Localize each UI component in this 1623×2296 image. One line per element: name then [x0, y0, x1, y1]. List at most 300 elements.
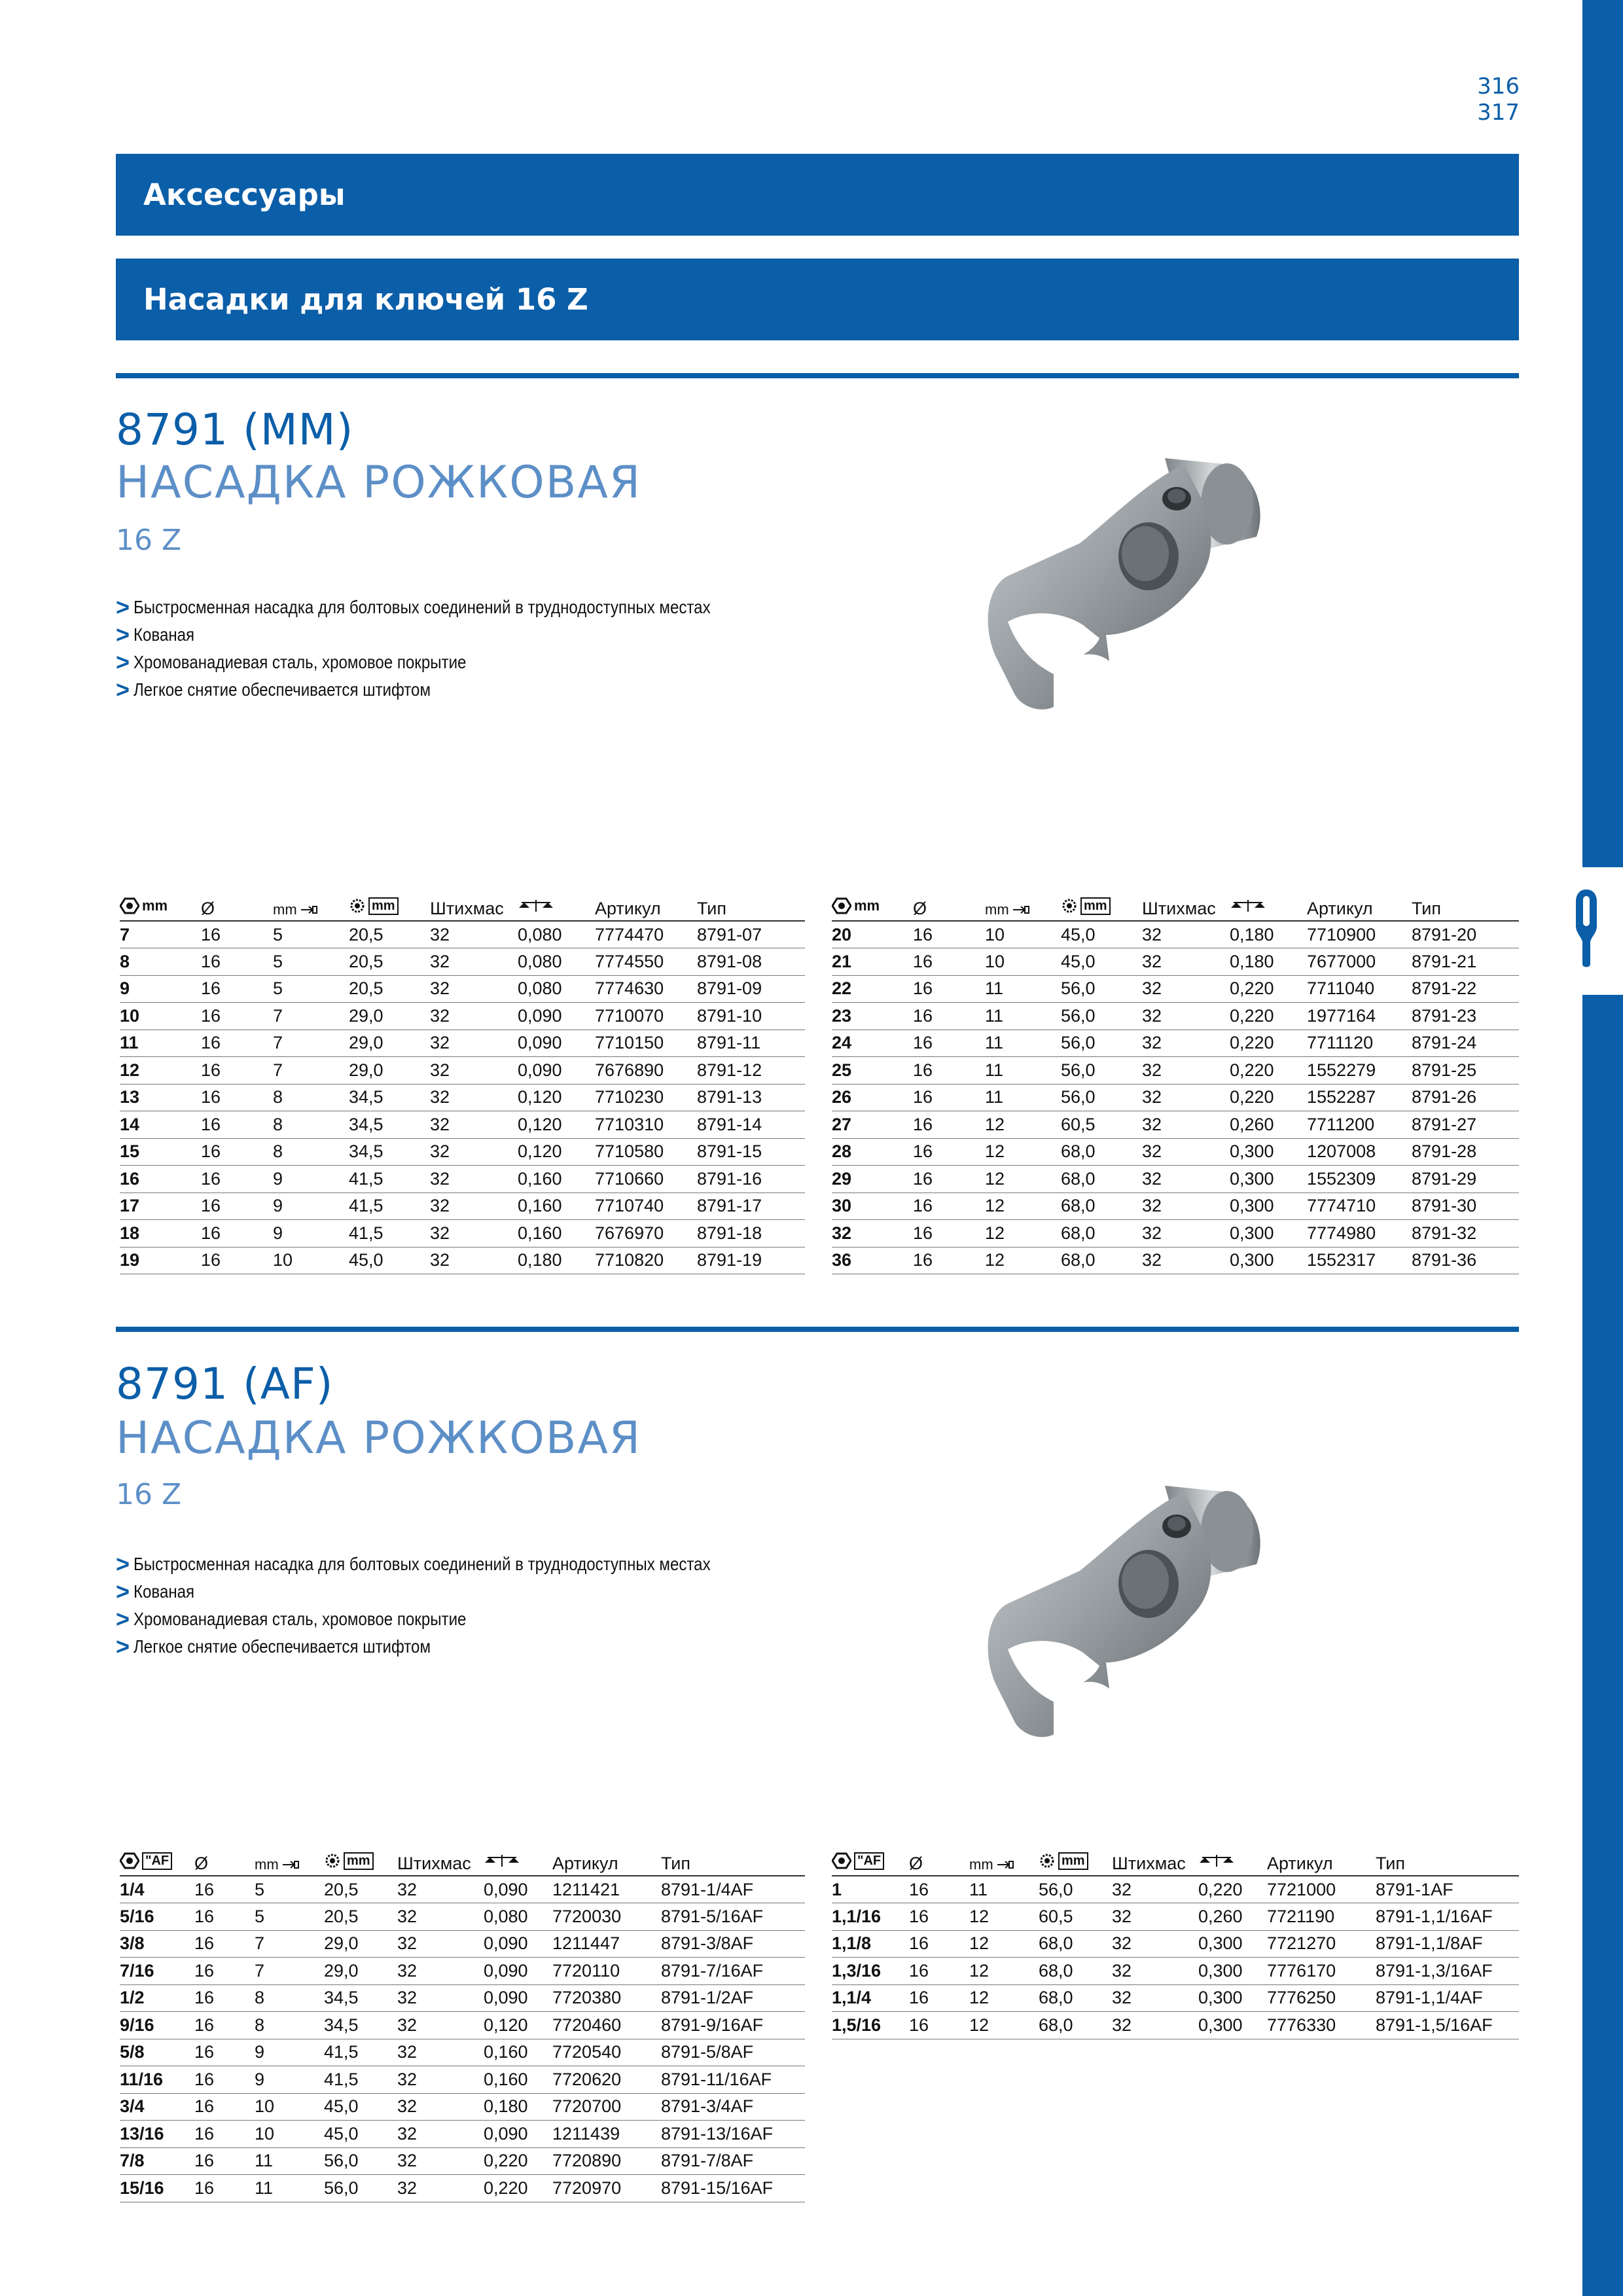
length-column-header: mm	[1061, 893, 1142, 921]
weight-column-header	[518, 893, 595, 921]
thickness-cell: 10	[255, 2121, 324, 2148]
table-row	[120, 2093, 805, 2121]
size-cell: 22	[832, 975, 913, 1003]
type-cell: 8791-22	[1412, 975, 1519, 1003]
thickness-cell: 12	[985, 1166, 1061, 1193]
shank-cell: 32	[1142, 1166, 1230, 1193]
length-cell: 68,0	[1061, 1193, 1142, 1220]
article-cell: 7720540	[552, 2039, 661, 2066]
size-cell: 21	[832, 948, 913, 976]
diameter-cell: 16	[913, 1003, 985, 1030]
scale-weight-icon	[484, 1854, 520, 1869]
thickness-cell: 8	[255, 1984, 324, 2012]
table-row	[120, 1030, 805, 1057]
size-cell: 14	[120, 1111, 201, 1139]
weight-column-header	[484, 1848, 552, 1876]
weight-cell: 0,220	[1230, 1003, 1307, 1030]
thickness-cell: 12	[985, 1138, 1061, 1166]
spec-table-mm-left	[120, 893, 805, 1274]
section-divider	[116, 1327, 1519, 1332]
table-row	[120, 1876, 805, 1903]
shank-cell: 32	[397, 2012, 484, 2039]
diameter-cell: 16	[913, 1111, 985, 1139]
weight-cell: 0,160	[518, 1193, 595, 1220]
size-cell: 1/2	[120, 1984, 194, 2012]
length-cell: 56,0	[1061, 975, 1142, 1003]
size-cell: 17	[120, 1193, 201, 1220]
size-cell: 12	[120, 1057, 201, 1085]
length-cell: 68,0	[1061, 1247, 1142, 1274]
size-cell: 36	[832, 1247, 913, 1274]
weight-column-header	[1198, 1848, 1267, 1876]
weight-cell: 0,180	[484, 2093, 552, 2121]
shank-cell: 32	[1142, 1193, 1230, 1220]
section-tab	[1564, 867, 1623, 995]
type-cell: 8791-7/8AF	[661, 2147, 805, 2175]
shank-column-header: Штихмас	[1112, 1848, 1198, 1876]
weight-cell: 0,180	[518, 1247, 595, 1274]
type-column-header: Тип	[1412, 893, 1519, 921]
length-cell: 45,0	[1061, 948, 1142, 976]
size-cell: 19	[120, 1247, 201, 1274]
type-cell: 8791-30	[1412, 1193, 1519, 1220]
type-cell: 8791-3/4AF	[661, 2093, 805, 2121]
diameter-column-header: Ø	[201, 893, 273, 921]
weight-cell: 0,080	[518, 921, 595, 948]
weight-cell: 0,090	[484, 2121, 552, 2148]
thickness-cell: 9	[255, 2066, 324, 2094]
section-divider	[116, 373, 1519, 378]
size-cell: 1,3/16	[832, 1958, 909, 1985]
weight-cell: 0,090	[484, 1930, 552, 1958]
shank-cell: 32	[430, 1003, 518, 1030]
shank-cell: 32	[1142, 1084, 1230, 1111]
diameter-column-header: Ø	[913, 893, 985, 921]
size-cell: 1,1/8	[832, 1930, 909, 1958]
length-cell: 68,0	[1061, 1166, 1142, 1193]
type-column-header: Тип	[661, 1848, 805, 1876]
weight-cell: 0,220	[484, 2175, 552, 2202]
diameter-cell: 16	[913, 1220, 985, 1247]
diameter-cell: 16	[201, 1111, 273, 1139]
diameter-cell: 16	[194, 2093, 255, 2121]
diameter-cell: 16	[194, 1876, 255, 1903]
type-cell: 8791-1,1/4AF	[1376, 1984, 1519, 2012]
table-row	[832, 948, 1519, 976]
size-cell: 9	[120, 975, 201, 1003]
type-cell: 8791-7/16AF	[661, 1958, 805, 1985]
article-cell: 7776330	[1267, 2012, 1376, 2039]
table-row	[120, 2039, 805, 2066]
thickness-cell: 11	[985, 1030, 1061, 1057]
hex-wrench-size-icon	[832, 897, 851, 914]
weight-cell: 0,080	[484, 1903, 552, 1931]
diameter-cell: 16	[201, 1057, 273, 1085]
length-cell: 34,5	[349, 1138, 430, 1166]
table-row	[832, 1220, 1519, 1247]
weight-cell: 0,160	[484, 2039, 552, 2066]
article-cell: 7710740	[595, 1193, 697, 1220]
type-cell: 8791-32	[1412, 1220, 1519, 1247]
hex-wrench-size-icon	[120, 1852, 139, 1869]
table-row	[120, 1057, 805, 1085]
shank-cell: 32	[430, 1220, 518, 1247]
table-row	[120, 1166, 805, 1193]
length-cell: 60,5	[1061, 1111, 1142, 1139]
table-header-row	[832, 1848, 1519, 1876]
shank-cell: 32	[1112, 2012, 1198, 2039]
length-column-header: mm	[324, 1848, 397, 1876]
thickness-cell: 10	[985, 921, 1061, 948]
type-cell: 8791-5/16AF	[661, 1903, 805, 1931]
diameter-cell: 16	[913, 1193, 985, 1220]
article-cell: 1552279	[1307, 1057, 1412, 1085]
shank-cell: 32	[430, 921, 518, 948]
weight-cell: 0,300	[1230, 1166, 1307, 1193]
weight-cell: 0,300	[1230, 1220, 1307, 1247]
article-cell: 7774710	[1307, 1193, 1412, 1220]
table-row	[832, 1084, 1519, 1111]
length-cell: 29,0	[349, 1030, 430, 1057]
weight-cell: 0,300	[1230, 1138, 1307, 1166]
spec-table-mm-right	[832, 893, 1519, 1274]
diameter-cell: 16	[194, 1958, 255, 1985]
thickness-cell: 11	[969, 1876, 1039, 1903]
shank-cell: 32	[397, 1903, 484, 1931]
table-row	[832, 1057, 1519, 1085]
size-column-header: "AF	[832, 1848, 909, 1876]
type-cell: 8791-1,5/16AF	[1376, 2012, 1519, 2039]
diameter-cell: 16	[913, 1166, 985, 1193]
article-cell: 7711200	[1307, 1111, 1412, 1139]
table-row	[832, 1930, 1519, 1958]
diameter-cell: 16	[194, 1930, 255, 1958]
article-cell: 7711120	[1307, 1030, 1412, 1057]
size-cell: 8	[120, 948, 201, 976]
thickness-column-header: mm	[969, 1848, 1039, 1876]
shank-cell: 32	[1112, 1876, 1198, 1903]
diameter-cell: 16	[194, 2066, 255, 2094]
length-cell: 56,0	[1039, 1876, 1112, 1903]
table-header-row	[120, 893, 805, 921]
table-row	[120, 921, 805, 948]
article-cell: 7710820	[595, 1247, 697, 1274]
table-row	[832, 2012, 1519, 2039]
weight-cell: 0,090	[484, 1958, 552, 1985]
table-row	[832, 1193, 1519, 1220]
length-cell: 20,5	[349, 975, 430, 1003]
article-column-header: Артикул	[1267, 1848, 1376, 1876]
table-row	[832, 921, 1519, 948]
shank-cell: 32	[397, 2039, 484, 2066]
type-cell: 8791-26	[1412, 1084, 1519, 1111]
size-cell: 1,1/4	[832, 1984, 909, 2012]
article-cell: 7720110	[552, 1958, 661, 1985]
size-cell: 18	[120, 1220, 201, 1247]
thickness-column-header: mm	[273, 893, 349, 921]
thickness-cell: 7	[255, 1930, 324, 1958]
table-row	[120, 2121, 805, 2148]
length-cell: 41,5	[324, 2066, 397, 2094]
type-cell: 8791-23	[1412, 1003, 1519, 1030]
table-row	[120, 1193, 805, 1220]
thickness-cell: 12	[985, 1111, 1061, 1139]
diameter-cell: 16	[201, 948, 273, 976]
dimension-icon	[281, 1859, 300, 1871]
table-row	[832, 1903, 1519, 1931]
size-column-header: "AF	[120, 1848, 194, 1876]
shank-cell: 32	[430, 1247, 518, 1274]
article-cell: 7774630	[595, 975, 697, 1003]
thickness-cell: 9	[273, 1193, 349, 1220]
length-cell: 56,0	[1061, 1030, 1142, 1057]
diameter-column-header: Ø	[194, 1848, 255, 1876]
shank-cell: 32	[430, 1030, 518, 1057]
scale-weight-icon	[1198, 1854, 1235, 1869]
type-cell: 8791-28	[1412, 1138, 1519, 1166]
article-cell: 7710660	[595, 1166, 697, 1193]
weight-cell: 0,120	[518, 1138, 595, 1166]
diameter-cell: 16	[194, 2012, 255, 2039]
shank-cell: 32	[1112, 1958, 1198, 1985]
product-code: 8791 (MM)	[116, 404, 354, 455]
shank-cell: 32	[397, 2066, 484, 2094]
weight-cell: 0,120	[518, 1111, 595, 1139]
shank-cell: 32	[430, 1138, 518, 1166]
table-row	[120, 1084, 805, 1111]
article-cell: 1211439	[552, 2121, 661, 2148]
shank-cell: 32	[430, 975, 518, 1003]
article-cell: 7677000	[1307, 948, 1412, 976]
shank-cell: 32	[1142, 1003, 1230, 1030]
article-cell: 1977164	[1307, 1003, 1412, 1030]
weight-cell: 0,180	[1230, 948, 1307, 976]
article-cell: 7774980	[1307, 1220, 1412, 1247]
shank-column-header: Штихмас	[1142, 893, 1230, 921]
thickness-cell: 9	[273, 1166, 349, 1193]
shank-cell: 32	[1142, 948, 1230, 976]
length-cell: 41,5	[349, 1220, 430, 1247]
article-cell: 7774550	[595, 948, 697, 976]
weight-cell: 0,300	[1230, 1193, 1307, 1220]
thickness-cell: 7	[273, 1057, 349, 1085]
shank-cell: 32	[397, 1958, 484, 1985]
weight-column-header	[1230, 893, 1307, 921]
diameter-cell: 16	[913, 1247, 985, 1274]
feature-item: > Кованая	[116, 621, 195, 648]
diameter-cell: 16	[913, 948, 985, 976]
article-cell: 1207008	[1307, 1138, 1412, 1166]
table-row	[120, 2147, 805, 2175]
page-edge-strip	[1582, 0, 1623, 2296]
shank-cell: 32	[1142, 975, 1230, 1003]
length-cell: 41,5	[349, 1193, 430, 1220]
thickness-cell: 11	[255, 2175, 324, 2202]
thickness-cell: 11	[985, 975, 1061, 1003]
length-cell: 20,5	[324, 1903, 397, 1931]
length-cell: 41,5	[324, 2039, 397, 2066]
diameter-cell: 16	[913, 1084, 985, 1111]
dimension-icon	[996, 1859, 1014, 1871]
type-cell: 8791-07	[697, 921, 805, 948]
length-cell: 29,0	[324, 1958, 397, 1985]
thickness-cell: 11	[985, 1084, 1061, 1111]
shank-column-header: Штихмас	[430, 893, 518, 921]
thickness-cell: 5	[255, 1876, 324, 1903]
weight-cell: 0,260	[1198, 1903, 1267, 1931]
size-cell: 5/8	[120, 2039, 194, 2066]
diameter-cell: 16	[909, 1984, 969, 2012]
diameter-cell: 16	[909, 1876, 969, 1903]
thickness-cell: 10	[255, 2093, 324, 2121]
size-cell: 11/16	[120, 2066, 194, 2094]
size-cell: 1,5/16	[832, 2012, 909, 2039]
table-row	[832, 1247, 1519, 1274]
weight-cell: 0,120	[484, 2012, 552, 2039]
hex-wrench-size-icon	[832, 1852, 851, 1869]
thickness-cell: 12	[969, 1958, 1039, 1985]
type-cell: 8791-3/8AF	[661, 1930, 805, 1958]
shank-cell: 32	[430, 948, 518, 976]
feature-list	[116, 1551, 804, 1660]
type-cell: 8791-9/16AF	[661, 2012, 805, 2039]
type-cell: 8791-13	[697, 1084, 805, 1111]
size-cell: 25	[832, 1057, 913, 1085]
diameter-cell: 16	[201, 921, 273, 948]
table-row	[832, 1111, 1519, 1139]
diameter-cell: 16	[201, 1030, 273, 1057]
shank-cell: 32	[430, 1111, 518, 1139]
size-cell: 20	[832, 921, 913, 948]
article-cell: 7711040	[1307, 975, 1412, 1003]
diameter-cell: 16	[913, 921, 985, 948]
length-cell: 34,5	[324, 1984, 397, 2012]
diameter-cell: 16	[194, 2147, 255, 2175]
thickness-cell: 8	[273, 1111, 349, 1139]
article-cell: 7720460	[552, 2012, 661, 2039]
type-column-header: Тип	[697, 893, 805, 921]
thickness-cell: 7	[255, 1958, 324, 1985]
article-cell: 7720970	[552, 2175, 661, 2202]
table-row	[120, 1247, 805, 1274]
size-cell: 3/4	[120, 2093, 194, 2121]
weight-cell: 0,160	[518, 1220, 595, 1247]
scale-weight-icon	[1230, 899, 1266, 914]
diameter-cell: 16	[201, 1084, 273, 1111]
weight-cell: 0,300	[1198, 1958, 1267, 1985]
diameter-cell: 16	[201, 1003, 273, 1030]
thickness-cell: 12	[985, 1247, 1061, 1274]
thickness-cell: 12	[969, 1984, 1039, 2012]
shank-cell: 32	[1142, 1247, 1230, 1274]
size-column-header: mm	[832, 893, 913, 921]
length-cell: 68,0	[1061, 1138, 1142, 1166]
type-cell: 8791-12	[697, 1057, 805, 1085]
type-column-header: Тип	[1376, 1848, 1519, 1876]
shank-cell: 32	[1142, 1030, 1230, 1057]
diameter-cell: 16	[201, 1193, 273, 1220]
type-cell: 8791-1/2AF	[661, 1984, 805, 2012]
length-cell: 34,5	[349, 1111, 430, 1139]
thickness-cell: 10	[985, 948, 1061, 976]
weight-cell: 0,090	[518, 1030, 595, 1057]
table-row	[120, 1958, 805, 1985]
weight-cell: 0,080	[518, 948, 595, 976]
weight-cell: 0,220	[1230, 1030, 1307, 1057]
article-cell: 7720620	[552, 2066, 661, 2094]
table-row	[832, 1876, 1519, 1903]
type-cell: 8791-09	[697, 975, 805, 1003]
length-cell: 29,0	[349, 1057, 430, 1085]
size-cell: 13/16	[120, 2121, 194, 2148]
diameter-cell: 16	[194, 2039, 255, 2066]
thickness-cell: 12	[985, 1220, 1061, 1247]
type-cell: 8791-14	[697, 1111, 805, 1139]
article-cell: 7710230	[595, 1084, 697, 1111]
size-cell: 1/4	[120, 1876, 194, 1903]
size-cell: 3/8	[120, 1930, 194, 1958]
thickness-cell: 7	[273, 1003, 349, 1030]
thickness-cell: 9	[273, 1220, 349, 1247]
table-row	[120, 1138, 805, 1166]
article-cell: 1211421	[552, 1876, 661, 1903]
shank-cell: 32	[1142, 1138, 1230, 1166]
article-cell: 7720380	[552, 1984, 661, 2012]
type-cell: 8791-15/16AF	[661, 2175, 805, 2202]
size-cell: 15/16	[120, 2175, 194, 2202]
article-cell: 7720030	[552, 1903, 661, 1931]
table-row	[120, 1003, 805, 1030]
length-cell: 29,0	[349, 1003, 430, 1030]
diameter-cell: 16	[201, 1220, 273, 1247]
article-cell: 7721000	[1267, 1876, 1376, 1903]
table-row	[120, 975, 805, 1003]
weight-cell: 0,300	[1230, 1247, 1307, 1274]
diameter-cell: 16	[194, 1984, 255, 2012]
thickness-cell: 5	[273, 948, 349, 976]
thickness-cell: 8	[273, 1084, 349, 1111]
weight-cell: 0,300	[1198, 1984, 1267, 2012]
type-cell: 8791-17	[697, 1193, 805, 1220]
feature-list	[116, 594, 804, 704]
thickness-cell: 11	[255, 2147, 324, 2175]
thickness-cell: 12	[985, 1193, 1061, 1220]
size-cell: 1,1/16	[832, 1903, 909, 1931]
weight-cell: 0,300	[1198, 1930, 1267, 1958]
size-cell: 26	[832, 1084, 913, 1111]
shank-cell: 32	[1112, 1984, 1198, 2012]
weight-cell: 0,220	[1198, 1876, 1267, 1903]
type-cell: 8791-11/16AF	[661, 2066, 805, 2094]
article-cell: 1211447	[552, 1930, 661, 1958]
length-cell: 34,5	[324, 2012, 397, 2039]
article-cell: 7710070	[595, 1003, 697, 1030]
shank-column-header: Штихмас	[397, 1848, 484, 1876]
diameter-cell: 16	[194, 1903, 255, 1931]
weight-cell: 0,220	[484, 2147, 552, 2175]
spec-table-af-left	[120, 1848, 805, 2202]
hex-wrench-size-icon	[120, 897, 139, 914]
shank-cell: 32	[397, 1876, 484, 1903]
length-cell: 20,5	[324, 1876, 397, 1903]
subcategory-banner: Насадки для ключей 16 Z	[116, 259, 1519, 340]
article-cell: 7776250	[1267, 1984, 1376, 2012]
diameter-cell: 16	[909, 1903, 969, 1931]
diameter-cell: 16	[909, 2012, 969, 2039]
thickness-cell: 12	[969, 2012, 1039, 2039]
thickness-cell: 7	[273, 1030, 349, 1057]
size-cell: 24	[832, 1030, 913, 1057]
